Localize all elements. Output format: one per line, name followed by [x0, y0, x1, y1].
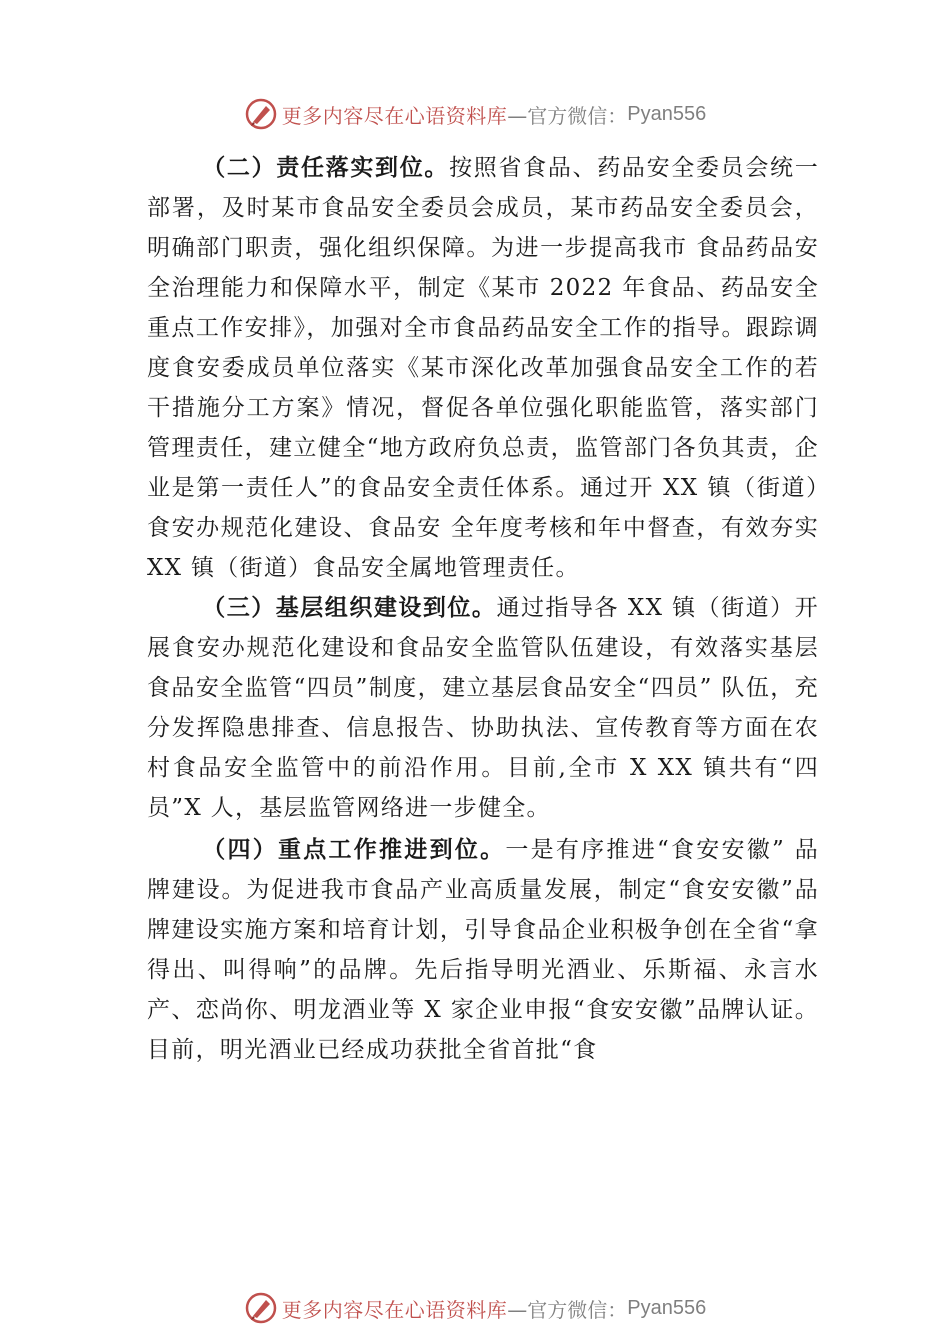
paragraph-key-work [147, 830, 819, 1070]
paragraph-heading: （四）重点工作推进到位。 [202, 836, 506, 863]
watermark-footer [0, 1288, 950, 1328]
paragraph-text: 通过指导各 XX 镇（街道）开展食安办规范化建设和食品安全监管队伍建设，有效落实基层食品安全监管“四员”制度，建立基层食品安全“四员” 队伍，充分发挥隐患排查、信息报告、协助执法、宣传教育等方面在农村食品安全监管中的前沿作用。目前,全市 X XX 镇共有“四员”X 人，基层监管网络进一步健全。 [147, 595, 819, 821]
watermark-code: Pyan556 [627, 1296, 707, 1319]
document-body [147, 148, 819, 1070]
pen-logo-icon [244, 97, 278, 131]
watermark-header [0, 94, 950, 134]
paragraph-text: 按照省食品、药品安全委员会统一部署，及时某市食品安全委员会成员，某市药品安全委员会，明确部门职责，强化组织保障。为进一步提高我市 食品药品安全治理能力和保障水平，制定《某市 2022 年食品、药品安全重点工作安排》，加强对全市食品药品安全工作的指导。跟踪调度食安委成员单位落实《某市深化改革加强食品安全工作的若干措施分工方案》情况，督促各单位强化职能监管，落实部门管理责任，建立健全“地方政府负总责，监管部门各负其责，企业是第一责任人”的食品安全责任体系。通过开 XX 镇（街道）食安办规范化建设、食品安 全年度考核和年中督查，有效夯实 XX 镇（街道）食品安全属地管理责任。 [147, 155, 820, 581]
watermark-red-text: 更多内容尽在心语资料库 [281, 103, 508, 128]
watermark-code: Pyan556 [627, 102, 707, 125]
watermark-red-text: 更多内容尽在心语资料库 [281, 1297, 508, 1322]
pen-logo-icon [244, 1291, 278, 1325]
watermark-gray-text: —官方微信： [507, 103, 628, 128]
paragraph-heading: （二）责任落实到位。 [202, 154, 450, 181]
paragraph-grassroots [147, 588, 819, 828]
paragraph-heading: （三）基层组织建设到位。 [202, 594, 497, 621]
watermark-gray-text: —官方微信： [507, 1297, 628, 1322]
paragraph-responsibility [147, 148, 819, 588]
paragraph-text: 一是有序推进“食安安徽” 品牌建设。为促进我市食品产业高质量发展，制定“食安安徽”品牌建设实施方案和培育计划，引导食品企业积极争创在全省“拿得出、叫得响”的品牌。先后指导明光酒业、乐斯福、永言水产、恋尚你、明龙酒业等 X 家企业申报“食安安徽”品牌认证。目前，明光酒业已经成功获批全省首批“食 [147, 837, 819, 1063]
